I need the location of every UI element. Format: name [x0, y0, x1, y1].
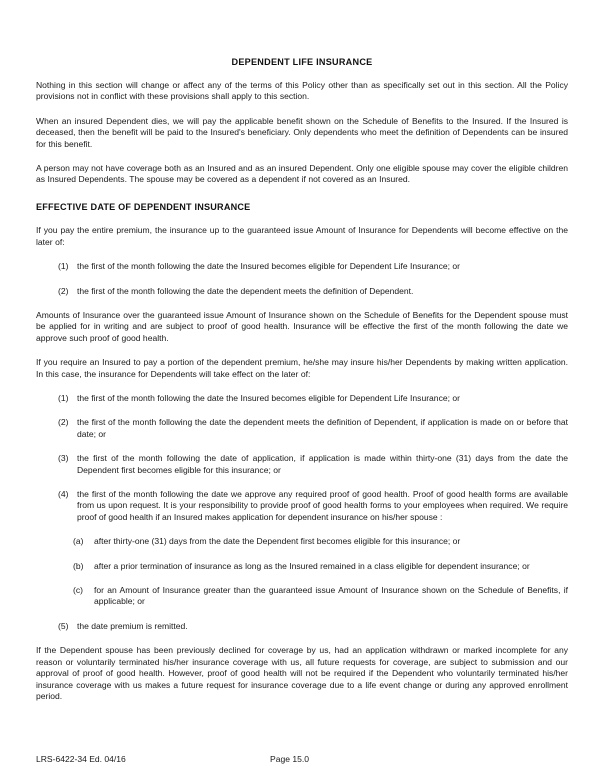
- list-marker: (b): [73, 560, 84, 571]
- list-marker: (2): [58, 285, 69, 296]
- list-item-text: the first of the month following the date the Insured becomes eligible for Dependent Life Insurance; or: [77, 393, 460, 403]
- list-item-text: after a prior termination of insurance as long as the Insured remained in a class eligible for dependent insurance; or: [94, 560, 530, 571]
- proof-of-health-sublist: [36, 523, 568, 608]
- list-item: [36, 248, 568, 272]
- list-item-text: the first of the month following the date of application, if application is made within thirty-one (31) days from the date the Dependent first becomes eligible for this insurance; or: [77, 453, 568, 475]
- list-item-text: the first of the month following the date the Insured becomes eligible for Dependent Life Insurance; or: [77, 261, 460, 272]
- mid-paragraph-2: If you require an Insured to pay a portion of the dependent premium, he/she may insure his/her Dependents by making written application. In this case, the insurance for Dependents will take effect on the later of:: [36, 357, 568, 379]
- list-item-text: for an Amount of Insurance greater than the guaranteed issue Amount of Insurance shown on the Schedule of Benefits, if applicable; or: [94, 585, 568, 607]
- footer-form-number: LRS-6422-34 Ed. 04/16: [36, 754, 126, 764]
- effective-date-list-two: [36, 380, 568, 523]
- list-item: [36, 404, 568, 440]
- footer-page-number: Page 15.0: [270, 754, 309, 764]
- list-item: [36, 608, 568, 632]
- list-item: [36, 380, 568, 404]
- mid-paragraph-1: Amounts of Insurance over the guaranteed issue Amount of Insurance shown on the Schedule of Benefits for the Dependent spouse must be applied for in writing and are subject to proof of good health. Insurance will be effective the first of the month following the date we approve such proof of good health.: [36, 309, 568, 343]
- intro-paragraph-3: A person may not have coverage both as an Insured and as an insured Dependent. Only one eligible spouse may cover the eligible children as Insured Dependents. The spouse may be covered as a dependent if not covered as an Insured.: [36, 163, 568, 185]
- list-item: [36, 572, 568, 608]
- list-marker: (4): [58, 489, 69, 500]
- list-marker: (5): [58, 620, 69, 631]
- list-item-text: the first of the month following the date the dependent meets the definition of Dependent, if application is made on or before that date; or: [77, 417, 568, 439]
- list-item: [36, 476, 568, 523]
- closing-paragraph: If the Dependent spouse has been previously declined for coverage by us, had an application withdrawn or marked incomplete for any reason or voluntarily terminated his/her insurance coverage with us, all future requests for coverage, are subject to submission and our approval of proof of good health. However, proof of good health will not be required if the Dependent who voluntarily terminated his/her insurance coverage with us makes a future request for insurance coverage due to a life event change or during any approved enrollment period.: [36, 645, 568, 701]
- list-marker: (c): [73, 585, 83, 596]
- effective-date-list-final: [36, 608, 568, 632]
- list-marker: (a): [73, 536, 84, 547]
- list-marker: (3): [58, 453, 69, 464]
- intro-paragraph-1: Nothing in this section will change or affect any of the terms of this Policy other than as specifically set out in this section. All the Policy provisions not in conflict with these provisions shall apply to this section.: [36, 80, 568, 102]
- list-marker: (2): [58, 417, 69, 428]
- section-lead-paragraph: If you pay the entire premium, the insurance up to the guaranteed issue Amount of Insurance for Dependents will become effective on the later of:: [36, 225, 568, 247]
- effective-date-list-one: [36, 248, 568, 297]
- list-item-text: after thirty-one (31) days from the date the Dependent first becomes eligible for this insurance; or: [94, 536, 461, 547]
- list-item-text: the first of the month following the date we approve any required proof of good health. Proof of good health forms are available from us upon request. It is your responsibility to provide proof of good health forms to your employees when required. We require proof of good health if an Insured makes application for dependent insurance on his/her spouse :: [77, 489, 568, 522]
- list-item: [36, 548, 568, 572]
- list-item-text: the date premium is remitted.: [77, 620, 188, 631]
- list-marker: (1): [58, 393, 69, 403]
- intro-paragraph-2: When an insured Dependent dies, we will pay the applicable benefit shown on the Schedule of Benefits to the Insured. If the Insured is deceased, then the benefit will be paid to the Insured's beneficiary. Only dependents who meet the definition of Dependents can be insured for this benefit.: [36, 115, 568, 149]
- page-title: DEPENDENT LIFE INSURANCE: [231, 57, 373, 67]
- list-item: [36, 440, 568, 476]
- list-item: [36, 273, 568, 297]
- section-heading-effective-date: EFFECTIVE DATE OF DEPENDENT INSURANCE: [36, 202, 251, 213]
- list-item: [36, 523, 568, 547]
- list-item-text: the first of the month following the date the dependent meets the definition of Dependent.: [77, 285, 414, 296]
- list-marker: (1): [58, 261, 69, 272]
